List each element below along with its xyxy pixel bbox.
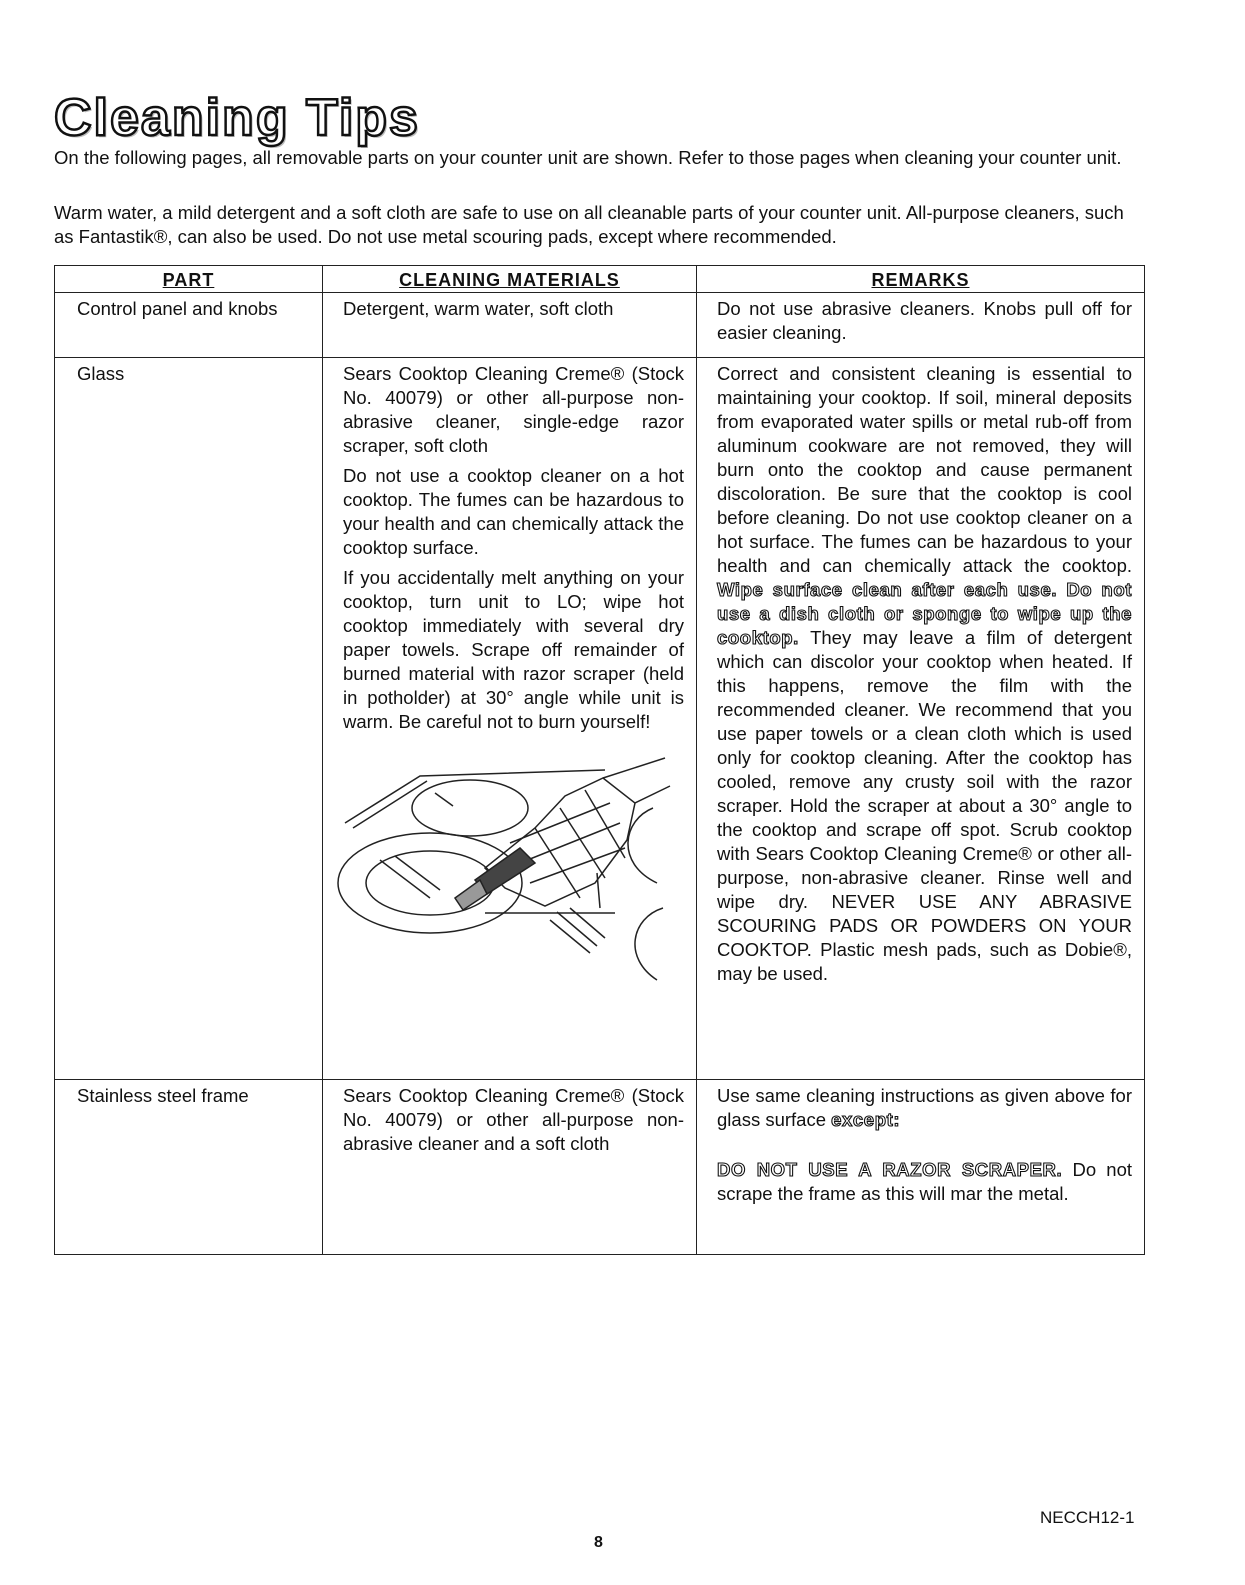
- remarks-cell: [697, 1080, 1145, 1255]
- materials-text: Sears Cooktop Cleaning Creme® (Stock No. 40079) or other all-purpose non-abrasive cleaner and a soft cloth: [343, 1085, 684, 1154]
- intro-paragraph-1: On the following pages, all removable parts on your counter unit are shown. Refer to those pages when cleaning your counter unit.: [54, 147, 1122, 168]
- remarks-text-part: Correct and consistent cleaning is essential to maintaining your cooktop. If soil, mineral deposits from evaporated water spills or metal rub-off from aluminum cookware are not removed, they will burn onto the cooktop and cause permanent discoloration. Be sure that the cooktop is cool before cleaning. Do not use cooktop cleaner on a hot surface. The fumes can be hazardous to your health and can chemically attack the cooktop.: [717, 363, 1132, 576]
- remarks-text: Do not use abrasive cleaners. Knobs pull off for easier cleaning.: [717, 298, 1132, 343]
- page-number: 8: [594, 1534, 603, 1551]
- table-row: [55, 293, 1145, 358]
- remarks-text-part: Do not scrape the frame as this will mar the metal.: [717, 1159, 1132, 1204]
- remarks-text-part: They may leave a film of detergent which can discolor your cooktop when heated. If this happens, remove the film with the recommended cleaner. We recommend that you use paper towels or a clean cloth which is used only for cooktop cleaning. After the cooktop has cooled, remove any crusty soil with the razor scraper. Hold the scraper at about a 30° angle to the cooktop and scrape off spot. Scrub cooktop with Sears Cooktop Cleaning Creme® or other all-purpose, non-abrasive cleaner. Rinse well and wipe dry. NEVER USE ANY ABRASIVE SCOURING PADS OR POWDERS ON YOUR COOKTOP. Plastic mesh pads, such as Dobie®, may be used.: [717, 627, 1132, 984]
- part-cell: Control panel and knobs: [55, 293, 323, 358]
- page-title: Cleaning Tips: [54, 89, 420, 147]
- part-cell: Glass: [55, 358, 323, 1080]
- part-cell: Stainless steel frame: [55, 1080, 323, 1255]
- materials-text: If you accidentally melt anything on your cooktop, turn unit to LO; wipe hot cooktop immediately with several dry paper towels. Scrape off remainder of burned material with razor scraper (held in potholder) at 30° angle while unit is warm. Be careful not to burn yourself!: [343, 567, 684, 732]
- remarks-emphasis: except:: [831, 1109, 901, 1130]
- intro-paragraph-2: Warm water, a mild detergent and a soft cloth are safe to use on all cleanable parts of your counter unit. All-purpose cleaners, such as Fantastik®, can also be used. Do not use metal scouring pads, except where recommended.: [54, 202, 1124, 247]
- remarks-text: [717, 1084, 1132, 1132]
- materials-cell: [323, 293, 697, 358]
- table-row: [55, 358, 1145, 1080]
- header-cleaning-materials: CLEANING MATERIALS: [323, 266, 697, 293]
- materials-cell: [323, 358, 697, 1080]
- remarks-text-part: Use same cleaning instructions as given above for glass surface: [717, 1085, 1132, 1130]
- remarks-cell: [697, 293, 1145, 358]
- document-code: NECCH12-1: [1040, 1508, 1135, 1527]
- cleaning-tips-table: [54, 265, 1145, 1255]
- materials-text: Do not use a cooktop cleaner on a hot cooktop. The fumes can be hazardous to your health and can chemically attack the cooktop surface.: [343, 465, 684, 558]
- header-part: PART: [55, 266, 323, 293]
- materials-text: Sears Cooktop Cleaning Creme® (Stock No. 40079) or other all-purpose non-abrasive cleaner, single-edge razor scraper, soft cloth: [343, 363, 684, 456]
- header-remarks: REMARKS: [697, 266, 1145, 293]
- remarks-emphasis: DO NOT USE A RAZOR SCRAPER.: [717, 1159, 1063, 1180]
- materials-cell: [323, 1080, 697, 1255]
- table-row: [55, 1080, 1145, 1255]
- razor-scraper-on-cooktop-illustration-icon: [335, 748, 675, 988]
- remarks-text: [717, 1158, 1132, 1206]
- table-header-row: [55, 266, 1145, 293]
- remarks-cell: [697, 358, 1145, 1080]
- materials-text: Detergent, warm water, soft cloth: [343, 298, 614, 319]
- remarks-text: [717, 362, 1132, 986]
- remarks-emphasis: Wipe surface clean after each use. Do not use a dish cloth or sponge to wipe up the cooktop.: [717, 579, 1132, 648]
